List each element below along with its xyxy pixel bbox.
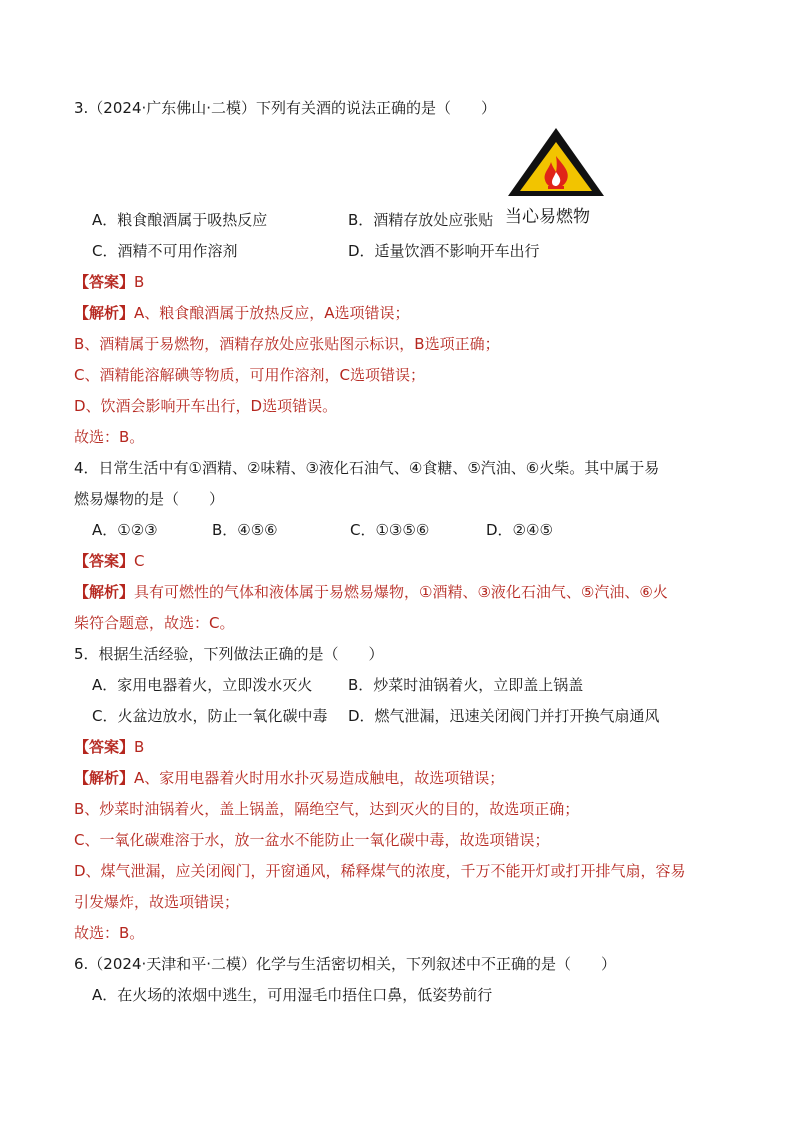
q5-option-a: A．家用电器着火，立即泼水灭火 xyxy=(92,676,313,694)
q4-option-a: A．①②③ xyxy=(92,521,158,539)
q5-option-c: C．火盆边放水，防止一氧化碳中毒 xyxy=(92,707,328,725)
q3-option-a: A．粮食酿酒属于吸热反应 xyxy=(92,211,268,229)
q5-option-d: D．燃气泄漏，迅速关闭阀门并打开换气扇通风 xyxy=(348,707,660,725)
q3-option-b: B．酒精存放处应张贴 xyxy=(348,211,494,229)
analysis-line: A、家用电器着火时用水扑灭易造成触电，故选项错误； xyxy=(134,769,505,787)
sign-caption: 当心易燃物 xyxy=(505,207,590,227)
analysis-line: C、酒精能溶解碘等物质，可用作溶剂，C选项错误； xyxy=(74,366,425,384)
answer-tag: 【答案】 xyxy=(74,552,135,570)
analysis-line: 柴符合题意，故选：C。 xyxy=(74,614,235,632)
q3-stem: 3.（2024·广东佛山·二模）下列有关酒的说法正确的是（ ） xyxy=(74,99,497,117)
q3-option-d: D．适量饮酒不影响开车出行 xyxy=(348,242,540,260)
analysis-line: D、煤气泄漏，应关闭阀门，开窗通风，稀释煤气的浓度，千万不能开灯或打开排气扇，容易 xyxy=(74,862,686,880)
q4-answer xyxy=(74,551,145,571)
q4-option-b: B．④⑤⑥ xyxy=(212,521,278,539)
q5-answer xyxy=(74,737,144,757)
analysis-line: A、粮食酿酒属于放热反应，A选项错误； xyxy=(134,304,410,322)
answer-value: B xyxy=(134,273,145,291)
analysis-line: 故选：B。 xyxy=(74,428,145,446)
q5-stem: 5．根据生活经验，下列做法正确的是（ ） xyxy=(74,645,384,663)
analysis-line: C、一氧化碳难溶于水，放一盆水不能防止一氧化碳中毒，故选项错误； xyxy=(74,831,550,849)
analysis-line: D、饮酒会影响开车出行，D选项错误。 xyxy=(74,397,338,415)
q6-stem: 6.（2024·天津和平·二模）化学与生活密切相关，下列叙述中不正确的是（ ） xyxy=(74,955,617,973)
answer-tag: 【答案】 xyxy=(74,738,135,756)
q3-answer xyxy=(74,272,144,292)
analysis-tag: 【解析】 xyxy=(74,304,135,322)
q3-analysis xyxy=(74,303,410,323)
q6-option-a: A．在火场的浓烟中逃生，可用湿毛巾捂住口鼻，低姿势前行 xyxy=(92,986,493,1004)
analysis-line: B、酒精属于易燃物，酒精存放处应张贴图示标识，B选项正确； xyxy=(74,335,500,353)
q5-option-b: B．炒菜时油锅着火，立即盖上锅盖 xyxy=(348,676,584,694)
analysis-line: B、炒菜时油锅着火，盖上锅盖，隔绝空气，达到灭火的目的，故选项正确； xyxy=(74,800,580,818)
answer-value: B xyxy=(134,738,145,756)
analysis-line: 故选：B。 xyxy=(74,924,145,942)
q5-analysis xyxy=(74,768,504,788)
q4-stem-cont: 燃易爆物的是（ ） xyxy=(74,490,225,508)
analysis-line: 引发爆炸，故选项错误； xyxy=(74,893,240,911)
q4-option-c: C．①③⑤⑥ xyxy=(350,521,430,539)
q3-option-c: C．酒精不可用作溶剂 xyxy=(92,242,238,260)
analysis-line: 具有可燃性的气体和液体属于易燃易爆物，①酒精、③液化石油气、⑤汽油、⑥火 xyxy=(134,583,668,601)
answer-tag: 【答案】 xyxy=(74,273,135,291)
answer-value: C xyxy=(134,552,145,570)
q4-option-d: D．②④⑤ xyxy=(486,521,553,539)
q4-analysis xyxy=(74,582,668,602)
q4-stem: 4．日常生活中有①酒精、②味精、③液化石油气、④食糖、⑤汽油、⑥火柴。其中属于易 xyxy=(74,459,660,477)
analysis-tag: 【解析】 xyxy=(74,583,135,601)
analysis-tag: 【解析】 xyxy=(74,769,135,787)
